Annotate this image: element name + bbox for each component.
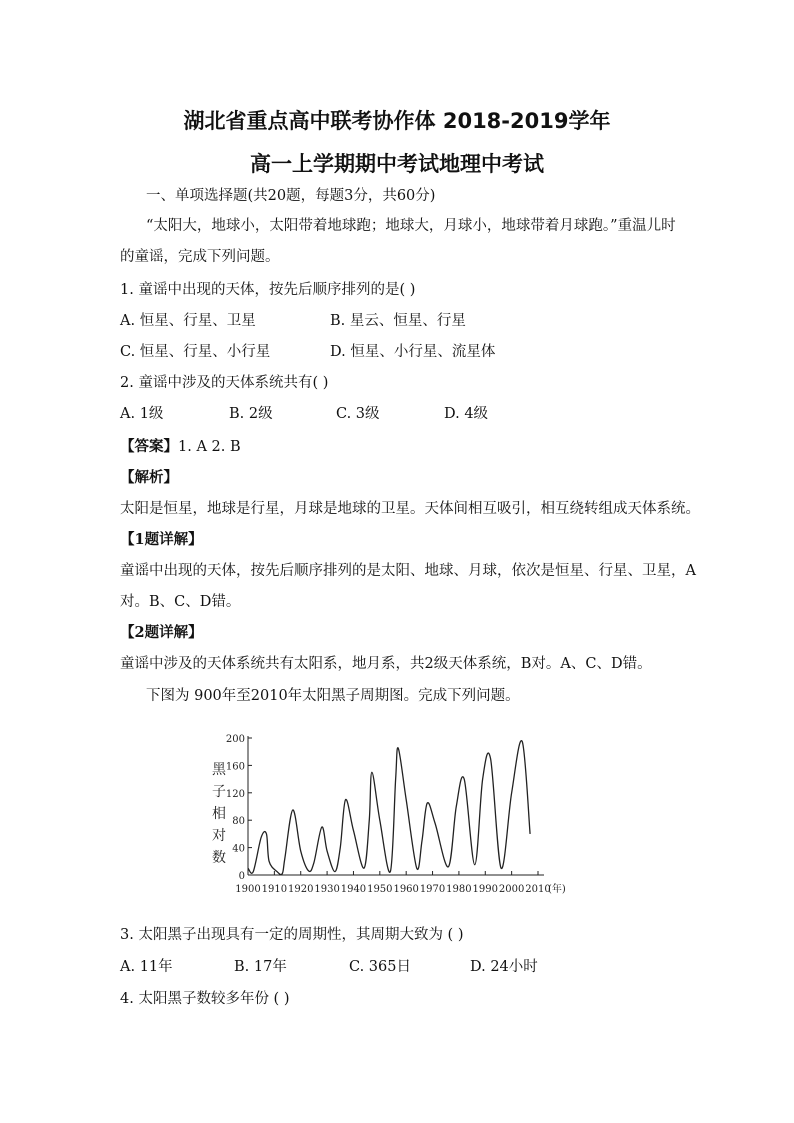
detail2-label: 【2题详解】 — [120, 624, 203, 641]
q2-option-a: A. 1级 — [120, 406, 164, 422]
x-tick-label: 1980 — [446, 884, 472, 895]
section-heading: 一、单项选择题(共20题，每题3分，共60分) — [146, 188, 436, 204]
x-tick-label: 1900 — [235, 884, 261, 895]
q1-option-c: C. 恒星、行星、小行星 — [120, 344, 271, 360]
y-tick-label: 160 — [225, 761, 245, 773]
sunspot-series-line — [248, 741, 530, 875]
q2-option-b: B. 2级 — [229, 406, 273, 422]
detail2-text: 童谣中涉及的天体系统共有太阳系，地月系，共2级天体系统，B对。A、C、D错。 — [120, 656, 652, 672]
detail1-label: 【1题详解】 — [120, 531, 203, 548]
y-tick-label: 0 — [238, 871, 245, 882]
q2-option-d: D. 4级 — [444, 406, 489, 422]
x-tick-label: 2010 — [525, 884, 551, 895]
q1-option-b: B. 星云、恒星、行星 — [330, 313, 466, 329]
analysis-text: 太阳是恒星，地球是行星，月球是地球的卫星。天体间相互吸引，相互绕转组成天体系统。 — [120, 501, 700, 517]
y-axis-label-char: 对 — [212, 828, 226, 844]
q3-option-d: D. 24小时 — [470, 959, 538, 975]
q1-option-a: A. 恒星、行星、卫星 — [120, 313, 256, 329]
q3-stem: 3. 太阳黑子出现具有一定的周期性，其周期大致为 ( ) — [120, 927, 464, 943]
doc-title-line1: 湖北省重点高中联考协作体 2018-2019学年 — [183, 109, 611, 133]
answer-label: 【答案】 — [120, 438, 178, 455]
sunspot-chart — [205, 725, 585, 905]
x-tick-label: 1950 — [367, 884, 393, 895]
answer-values: 1. A 2. B — [178, 439, 241, 455]
doc-title-line2: 高一上学期期中考试地理中考试 — [250, 152, 544, 176]
analysis-label: 【解析】 — [120, 469, 178, 486]
y-axis-label-char: 子 — [212, 784, 226, 800]
y-axis-label-char: 数 — [212, 850, 226, 866]
chart-intro: 下图为 900年至2010年太阳黑子周期图。完成下列问题。 — [146, 688, 520, 704]
q3-option-c: C. 365日 — [349, 959, 411, 975]
x-tick-label: 2000 — [498, 884, 525, 895]
x-tick-label: 1970 — [419, 884, 446, 895]
q2-stem: 2. 童谣中涉及的天体系统共有( ) — [120, 375, 329, 391]
x-tick-label: 1940 — [340, 884, 367, 895]
y-tick-label: 200 — [225, 734, 245, 745]
q3-option-b: B. 17年 — [234, 959, 287, 975]
q2-option-c: C. 3级 — [336, 406, 380, 422]
y-axis-label-char: 相 — [212, 806, 226, 822]
y-axis-label-char: 黑 — [212, 762, 226, 778]
detail1-line1: 童谣中出现的天体，按先后顺序排列的是太阳、地球、月球，依次是恒星、行星、卫星，A — [120, 563, 696, 579]
y-tick-label: 40 — [232, 843, 245, 855]
q1-option-d: D. 恒星、小行星、流星体 — [330, 344, 496, 360]
answer-line — [120, 437, 241, 457]
q3-option-a: A. 11年 — [120, 959, 173, 975]
x-tick-label: 1960 — [393, 884, 419, 895]
intro-line-1: “太阳大，地球小，太阳带着地球跑；地球大，月球小，地球带着月球跑。”重温儿时 — [146, 218, 676, 234]
x-tick-label: 1930 — [314, 884, 340, 895]
detail1-line2: 对。B、C、D错。 — [120, 594, 241, 610]
y-tick-label: 120 — [225, 788, 245, 800]
q1-stem: 1. 童谣中出现的天体，按先后顺序排列的是( ) — [120, 282, 416, 298]
x-tick-label: 1910 — [261, 884, 288, 895]
x-tick-label: 1990 — [472, 884, 498, 895]
q4-stem: 4. 太阳黑子数较多年份 ( ) — [120, 991, 290, 1007]
x-tick-label: 1920 — [288, 884, 314, 895]
x-axis-unit: (年) — [548, 884, 566, 895]
y-tick-label: 80 — [232, 816, 245, 828]
intro-line-2: 的童谣，完成下列问题。 — [120, 249, 280, 265]
